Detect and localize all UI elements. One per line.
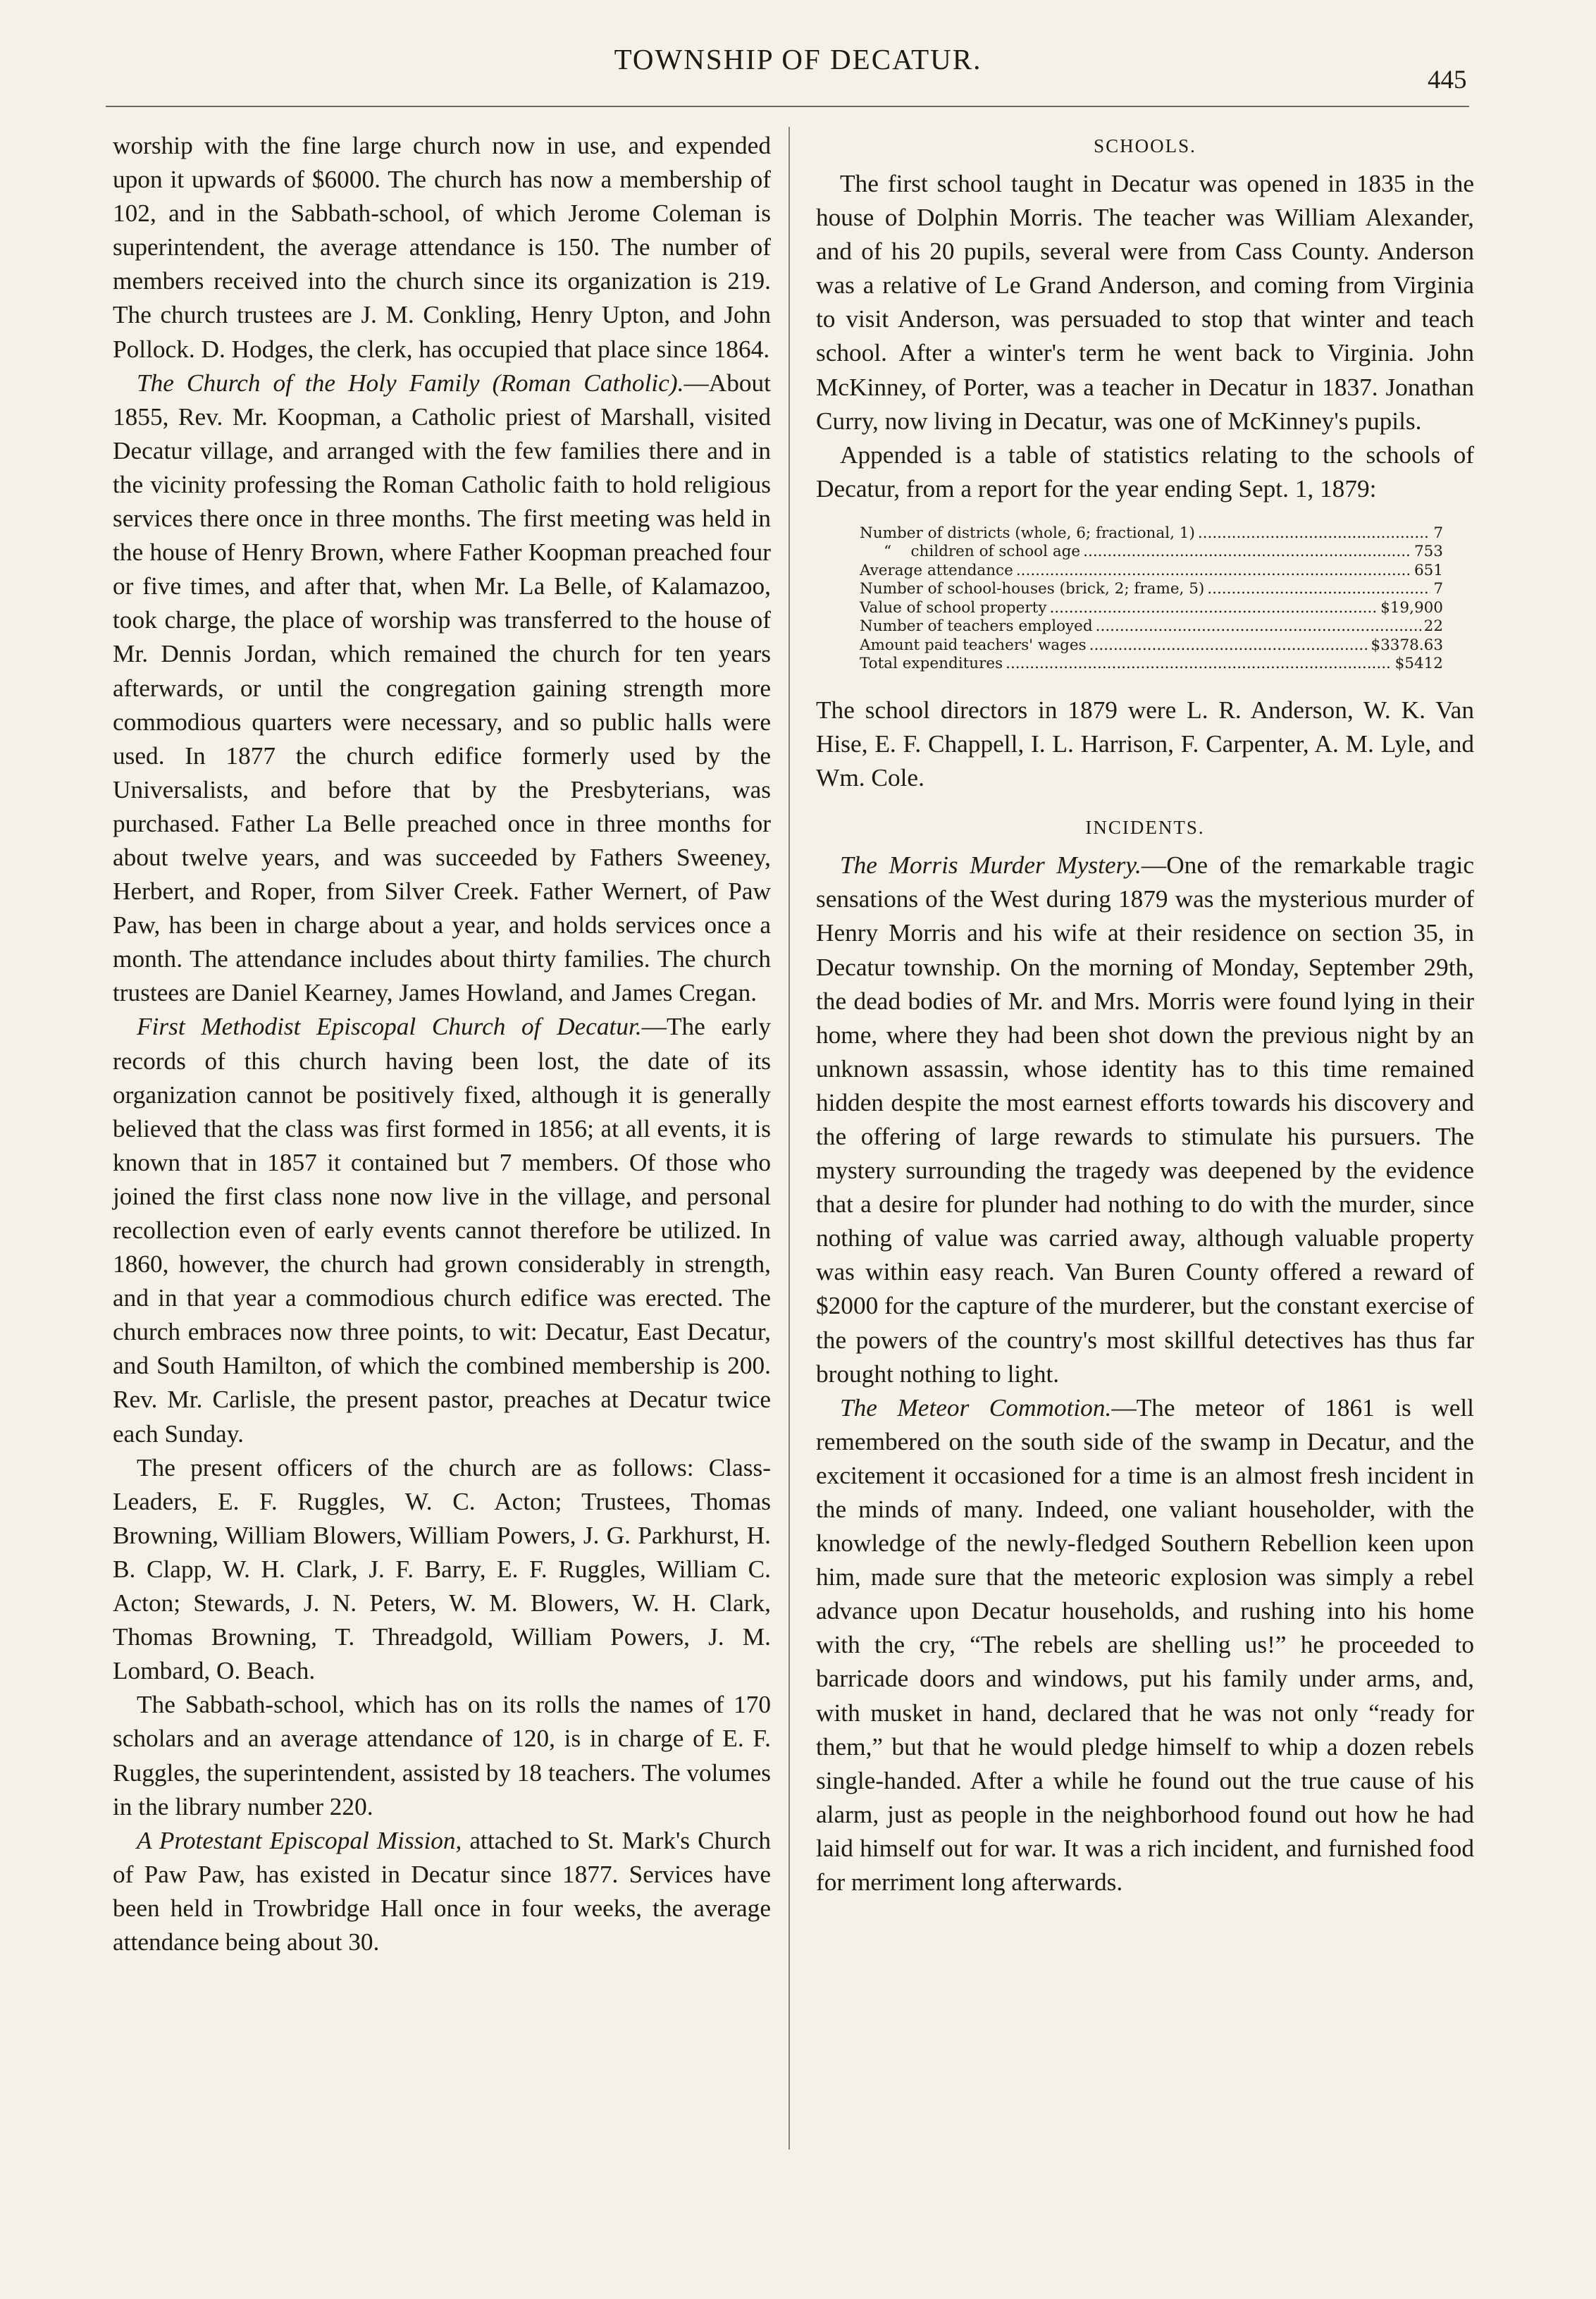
episcopal-mission-text: attached to St. Mark's Church of Paw Paw, has existed in Decatur since 1877. Services have been held in Trowbridge Hall once in four weeks, the average attendance being about 30. <box>113 1826 772 1956</box>
stat-label: Number of districts (whole, 6; fractional, 1) <box>860 524 1195 542</box>
page-number: 445 <box>1428 66 1467 94</box>
paragraph-church-officers: The present officers of the church are as follows: Class-Leaders, E. F. Ruggles, W. C. Acton; Trustees, Thomas Browning, William Blowers, William Powers, J. G. Parkhurst, H. B. Clapp, W. H. Clark, J. F. Barry, E. F. Ruggles, William C. Acton; Stewards, J. N. Peters, W. M. Blowers, W. H. Clark, Thomas Browning, T. Threadgold, William Powers, J. M. Lombard, O. Beach. <box>113 1453 771 1685</box>
table-row <box>860 580 1443 599</box>
heading-episcopal-mission: A Protestant Episcopal Mission, <box>137 1826 462 1854</box>
paragraph-first-school: The first school taught in Decatur was opened in 1835 in the house of Dolphin Morris. The teacher was William Alexander, and of his 20 pupils, several were from Cass County. Anderson was a relative of Le Grand Anderson, and coming from Virginia to visit Anderson, was persuaded to stop that winter and teach school. After a winter's term he went back to Virginia. John McKinney, of Porter, was a teacher in Decatur in 1837. Jonathan Curry, now living in Decatur, was one of McKinney's pupils. <box>816 170 1474 435</box>
stat-label: Average attendance <box>860 561 1013 579</box>
stat-label: Amount paid teachers' wages <box>860 636 1087 654</box>
leader-dots <box>1049 599 1378 618</box>
leader-dots <box>1198 524 1430 543</box>
table-row <box>860 617 1443 636</box>
left-column <box>113 129 771 1959</box>
paragraph-sabbath-school: The Sabbath-school, which has on its rolls the names of 170 scholars and an average attendance of 120, is in charge of E. F. Ruggles, the superintendent, assisted by 18 teachers. The volumes in the library number 220. <box>113 1691 771 1820</box>
incidents-heading: INCIDENTS. <box>1085 817 1205 839</box>
column-divider <box>788 127 790 2150</box>
leader-dots <box>1096 617 1421 636</box>
stat-value: 22 <box>1423 617 1443 636</box>
schools-heading: SCHOOLS. <box>1094 135 1196 156</box>
leader-dots <box>1089 636 1368 655</box>
paragraph-holy-family <box>113 366 771 1011</box>
stat-label: Value of school property <box>860 598 1047 617</box>
stat-label: Number of school-houses (brick, 2; frame, 5) <box>860 580 1205 598</box>
stat-value: 753 <box>1413 543 1443 561</box>
stat-label: Total expenditures <box>860 655 1003 673</box>
paragraph-school-directors: The school directors in 1879 were L. R. Anderson, W. K. Van Hise, E. F. Chappell, I. L. Harrison, F. Carpenter, A. M. Lyle, and Wm. Cole. <box>816 696 1474 792</box>
leader-dots <box>1083 543 1411 562</box>
table-row <box>860 636 1443 655</box>
heading-meteor-commotion: The Meteor Commotion. <box>840 1393 1112 1422</box>
leader-dots <box>1006 655 1392 674</box>
leader-dots <box>1207 580 1430 599</box>
morris-murder-text: —One of the remarkable tragic sensations of the West during 1879 was the mysterious murder of Henry Morris and his wife at their residence on section 35, in Decatur township. On the morning of Monday, September 29th, the dead bodies of Mr. and Mrs. Morris were found lying in their home, where they had been shot down the previous night by an unknown assassin, whose identity has to this time remained hidden despite the most earnest efforts towards his discovery and the offering of large rewards to stimulate his pursuers. The mystery surrounding the tragedy was deepened by the evidence that a desire for plunder had nothing to do with the murder, since nothing of value was carried away, although valuable property was within easy reach. Van Buren County offered a reward of $2000 for the capture of the murderer, but the constant exercise of the powers of the country's most skillful detectives has thus far brought nothing to light. <box>816 851 1474 1388</box>
paragraph-episcopal-mission <box>113 1824 771 1959</box>
paragraph-baptist-church: worship with the fine large church now in use, and expended upon it upwards of $6000. The church has now a membership of 102, and in the Sabbath-school, of which Jerome Coleman is superintendent, the average attendance is 150. The number of members received into the church since its organization is 219. The church trustees are J. M. Conkling, Henry Upton, and John Pollock. D. Hodges, the clerk, has occupied that place since 1864. <box>113 132 771 363</box>
table-row <box>860 599 1443 618</box>
stat-value: $19,900 <box>1380 598 1443 617</box>
table-row <box>860 524 1443 543</box>
stat-label: Number of teachers employed <box>860 617 1093 636</box>
leader-dots <box>1016 562 1411 581</box>
heading-holy-family: The Church of the Holy Family <box>137 369 480 397</box>
paragraph-methodist <box>113 1010 771 1450</box>
school-statistics-table <box>860 524 1443 674</box>
meteor-commotion-text: —The meteor of 1861 is well remembered on the south side of the swamp in Decatur, and the excitement it occasioned for a time is an almost fresh incident in the minds of many. Indeed, one valiant householder, with the knowledge of the newly-fledged Southern Rebellion keen upon him, made sure that the meteoric explosion was simply a rebel advance upon Decatur households, and rushing into his home with the cry, “The rebels are shelling us!” he proceeded to barricade doors and windows, put his family under arms, and, with musket in hand, declared that he was not only “ready for them,” but that he would pledge himself to whip a dozen rebels single-handed. After a while he found out the true cause of his alarm, just as people in the neighborhood found out how he had laid himself out for war. It was a rich incident, and furnished food for merriment long afterwards. <box>816 1393 1474 1897</box>
stat-value: 7 <box>1433 580 1443 598</box>
running-head-title: TOWNSHIP OF DECATUR. <box>614 43 982 75</box>
paragraph-meteor-commotion <box>816 1391 1474 1899</box>
heading-methodist: First Methodist Episcopal Church of Decatur. <box>137 1013 642 1041</box>
paragraph-morris-murder <box>816 849 1474 1391</box>
holy-family-text: —About 1855, Rev. Mr. Koopman, a Catholic priest of Marshall, visited Decatur village, and arranged with the few families there and in the vicinity professing the Roman Catholic faith to hold religious services there once in three months. The first meeting was held in the house of Henry Brown, where Father Koopman preached four or five times, and after that, when Mr. La Belle, of Kalamazoo, took charge, the place of worship was transferred to the house of Mr. Dennis Jordan, which remained the church for ten years afterwards, or until the congregation gaining strength more commodious quarters were necessary, and so public halls were used. In 1877 the church edifice formerly used by the Universalists, and before that by the Presbyterians, was purchased. Father La Belle preached once in three months for about twelve years, and was succeeded by Fathers Sweeney, Herbert, and Roper, from Silver Creek. Father Wernert, of Paw Paw, has been in charge about a year, and holds services once a month. The attendance includes about thirty families. The church trustees are Daniel Kearney, James Howland, and James Cregan. <box>113 369 771 1007</box>
heading-roman-catholic: (Roman Catholic). <box>492 369 684 397</box>
stat-value: $5412 <box>1394 655 1443 673</box>
table-row <box>860 543 1443 562</box>
header-rule <box>106 106 1469 107</box>
stat-value: 7 <box>1433 524 1443 542</box>
stat-value: 651 <box>1413 561 1443 579</box>
paragraph-statistics-intro: Appended is a table of statistics relating to the schools of Decatur, from a report for the year ending Sept. 1, 1879: <box>816 440 1474 503</box>
right-column <box>816 129 1474 1899</box>
heading-morris-murder: The Morris Murder Mystery. <box>840 851 1142 880</box>
stat-value: $3378.63 <box>1371 636 1443 654</box>
table-row <box>860 655 1443 674</box>
methodist-text: —The early records of this church having been lost, the date of its organization cannot be positively fixed, although it is generally believed that the class was first formed in 1856; at all events, it is known that in 1857 it contained but 7 members. Of those who joined the first class none now live in the village, and personal recollection even of early events cannot therefore be utilized. In 1860, however, the church had grown considerably in strength, and in that year a commodious church edifice was erected. The church embraces now three points, to wit: Decatur, East Decatur, and South Hamilton, of which the combined membership is 200. Rev. Mr. Carlisle, the present pastor, preaches at Decatur twice each Sunday. <box>113 1013 771 1448</box>
stat-label: “ children of school age <box>860 543 1081 561</box>
table-row <box>860 562 1443 581</box>
